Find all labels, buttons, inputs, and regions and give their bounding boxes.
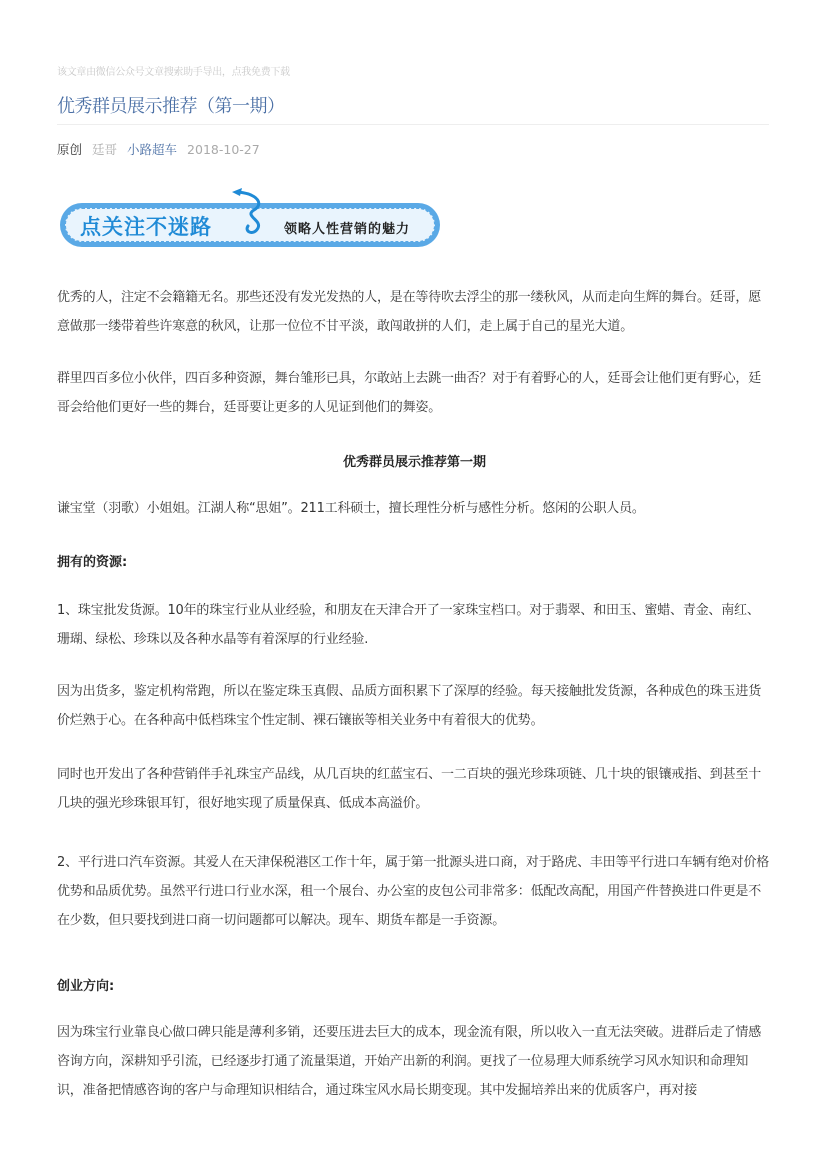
paragraph-resource-1c: 同时也开发出了各种营销伴手礼珠宝产品线，从几百块的红蓝宝石、一二百块的强光珍珠项链、几十块的银镶戒指、到甚至十几块的强光珍珠银耳钉，很好地实现了质量保真、低成本高溢价。 [57,767,762,811]
swirl-arrow-icon [224,186,274,248]
paragraph-intro-1: 优秀的人，注定不会籍籍无名。那些还没有发光发热的人，是在等待吹去浮尘的那一缕秋风，从而走向生辉的舞台。廷哥，愿意做那一缕带着些许寒意的秋风，让那一位位不甘平淡，敢闯敢拼的人们，走上属于自己的星光大道。 [57,290,762,334]
title-divider [57,124,769,125]
section-title: 优秀群员展示推荐第一期 [342,455,486,470]
direction-heading: 创业方向: [57,979,115,994]
paragraph-direction-1: 因为珠宝行业靠良心做口碑只能是薄利多销，还要压进去巨大的成本，现金流有限，所以收入一直无法突破。进群后走了情感咨询方向，深耕知乎引流，已经逐步打通了流量渠道，开始产出新的利润。更找了一位易理大师系统学习风水知识和命理知识，准备把情感咨询的客户与命理知识相结合，通过珠宝风水局长期变现。其中发掘培养出来的优质客户，再对接 [57,1025,762,1098]
publish-date: 2018-10-27 [187,142,260,157]
author-name: 廷哥 [92,142,118,157]
paragraph-intro-2: 群里四百多位小伙伴，四百多种资源，舞台雏形已具，尔敢站上去跳一曲否？对于有着野心的人，廷哥会让他们更有野心，廷哥会给他们更好一些的舞台，廷哥要让更多的人见证到他们的舞姿。 [57,371,762,415]
article-meta [57,140,260,158]
original-tag: 原创 [57,142,83,157]
export-notice-link[interactable]: 该文章由微信公众号文章搜索助手导出，点我免费下载 [57,67,290,78]
resources-heading: 拥有的资源: [57,555,128,570]
banner-main-text: 点关注不迷路 [80,215,212,239]
paragraph-resource-1: 1、珠宝批发货源。10年的珠宝行业从业经验，和朋友在天津合开了一家珠宝档口。对于翡翠、和田玉、蜜蜡、青金、南红、珊瑚、绿松、珍珠以及各种水晶等有着深厚的行业经验. [57,603,760,647]
follow-banner [58,186,444,250]
banner-sub-text: 领略人性营销的魅力 [284,222,411,237]
paragraph-resource-1b: 因为出货多，鉴定机构常跑，所以在鉴定珠玉真假、品质方面积累下了深厚的经验。每天接触批发货源，各种成色的珠玉进货价烂熟于心。在各种高中低档珠宝个性定制、裸石镶嵌等相关业务中有着很大的优势。 [57,684,762,728]
paragraph-resource-2: 2、平行进口汽车资源。其爱人在天津保税港区工作十年，属于第一批源头进口商，对于路虎、丰田等平行进口车辆有绝对价格优势和品质优势。虽然平行进口行业水深，租一个展台、办公室的皮包公司非常多：低配改高配，用国产件替换进口件更是不在少数，但只要找到进口商一切问题都可以解决。现车、期货车都是一手资源。 [57,855,770,928]
account-link[interactable]: 小路超车 [127,142,178,157]
article-title: 优秀群员展示推荐（第一期） [57,96,285,117]
paragraph-member-intro: 谦宝堂（羽歌）小姐姐。江湖人称“思姐”。211工科硕士，擅长理性分析与感性分析。悠闲的公职人员。 [57,501,645,516]
